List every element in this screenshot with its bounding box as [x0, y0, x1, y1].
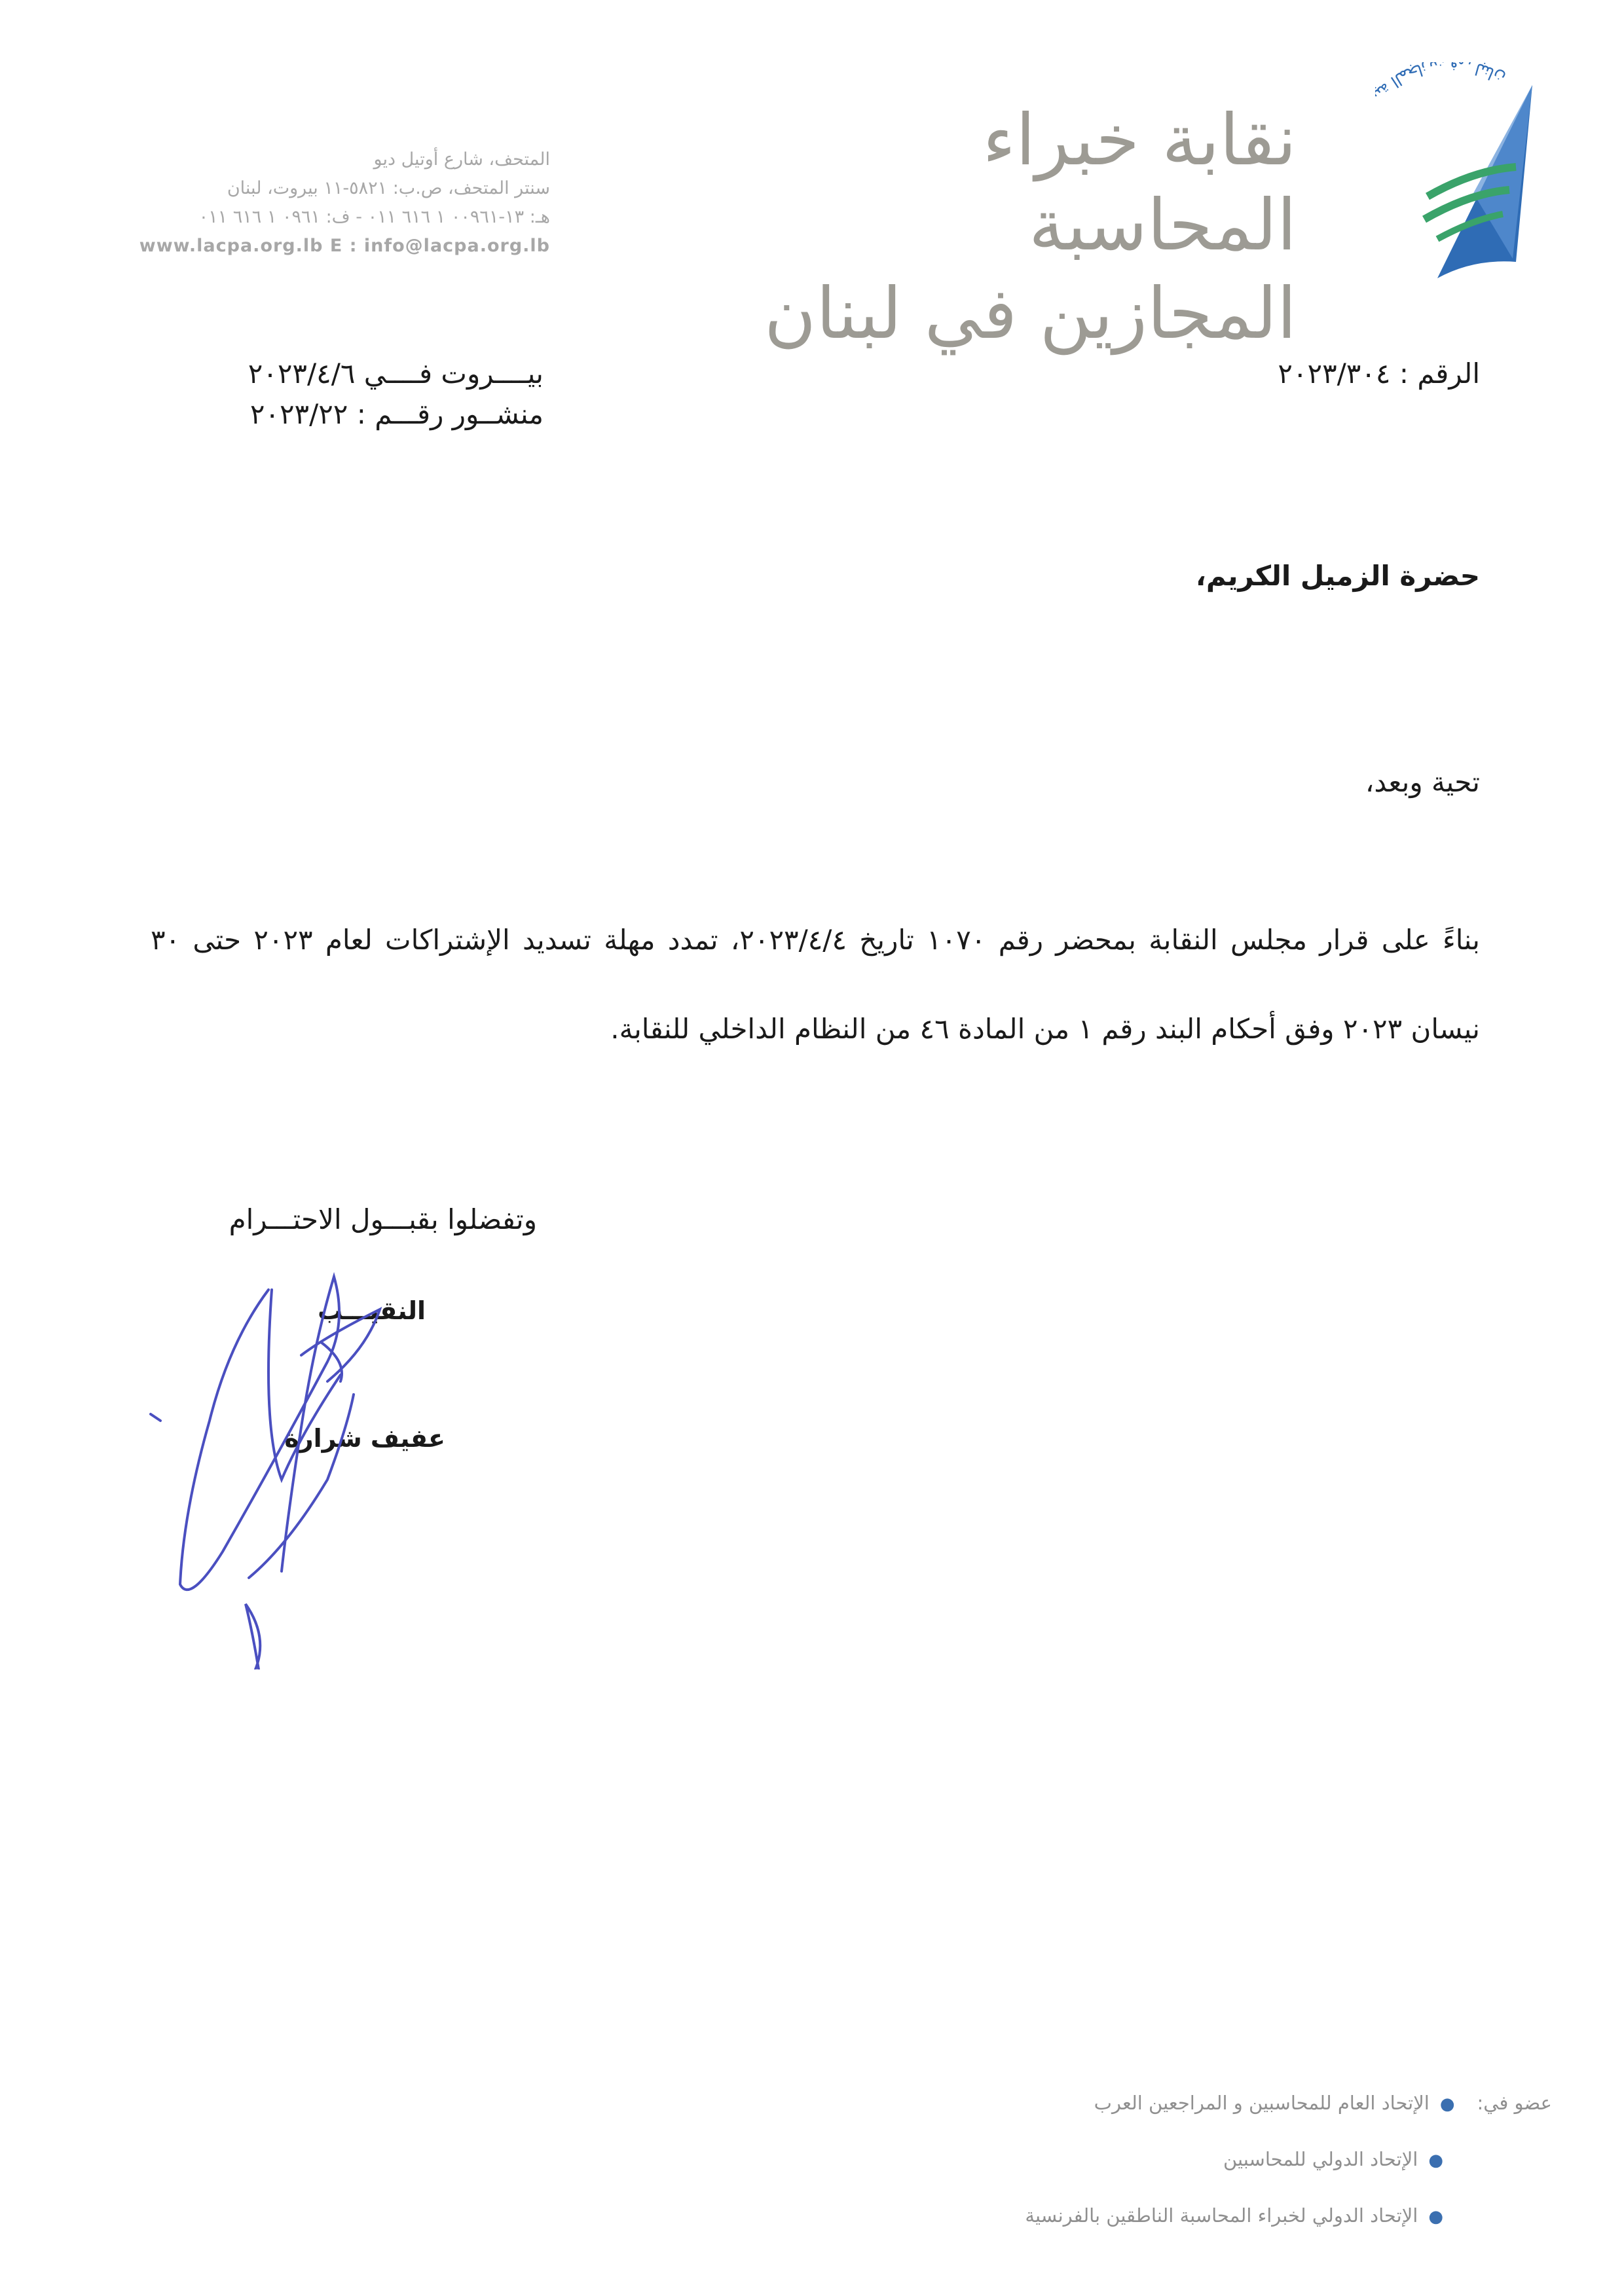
place-date: بيــــروت فــــي ٢٠٢٣/٤/٦ — [248, 357, 544, 390]
list-item — [832, 2075, 1552, 2132]
po-box: سنتر المتحف، ص.ب: ٥٨٢١-١١ بيروت، لبنان — [227, 178, 550, 198]
address: المتحف، شارع أوتيل ديو — [373, 149, 550, 170]
organization-name-line2: المجازين في لبنان — [764, 273, 1297, 355]
organization-name — [707, 98, 1297, 360]
phones: هـ: ١٣-٠٠٩٦١ ١ ٦١٦ ٠١١ - ف: ٠٩٦١ ١ ٦١٦ ٠١١ — [198, 207, 550, 227]
list-item — [832, 2188, 1454, 2244]
membership-2: الإتحاد الدولي للمحاسبين — [1223, 2148, 1418, 2170]
reference-number: الرقم : ٢٠٢٣/٣٠٤ — [1278, 357, 1480, 390]
membership-3: الإتحاد الدولي لخبراء المحاسبة الناطقين بالفرنسية — [1025, 2204, 1418, 2227]
handwritten-signature — [131, 1264, 471, 1669]
organization-logo — [1375, 62, 1545, 291]
letter-body: بناءً على قرار مجلس النقابة بمحضر رقم ١٠٧٠ تاريخ ٢٠٢٣/٤/٤، تمدد مهلة تسديد الإشتراكات لعام ٢٠٢٣ حتى ٣٠ نيسان ٢٠٢٣ وفق أحكام البند رقم ١ من المادة ٤٦ من النظام الداخلي للنقابة. — [151, 924, 1480, 1045]
list-item — [832, 2132, 1454, 2188]
closing: وتفضلوا بقبـــول الاحتـــرام — [229, 1203, 537, 1235]
bullet-icon: ● — [1428, 2151, 1443, 2170]
salutation: حضرة الزميل الكريم، — [1195, 560, 1480, 592]
member-label: عضو في: — [1477, 2092, 1552, 2114]
contact-block — [105, 145, 550, 261]
memberships-list — [832, 2075, 1552, 2244]
reference-block — [177, 354, 544, 435]
signer-name: عفيف شرارة — [284, 1424, 445, 1453]
greeting: تحية وبعد، — [1365, 766, 1480, 798]
membership-1: الإتحاد العام للمحاسبين و المراجعين العرب — [1094, 2092, 1430, 2114]
bullet-icon: ● — [1428, 2207, 1443, 2227]
organization-name-line1: نقابة خبراء المحاسبة — [982, 100, 1297, 266]
web-email: www.lacpa.org.lb E : info@lacpa.org.lb — [139, 236, 550, 256]
circular-number: منشــور رقـــم : ٢٠٢٣/٢٢ — [249, 398, 544, 430]
signer-title: النقيـــب — [318, 1296, 426, 1325]
bullet-icon: ● — [1439, 2094, 1455, 2114]
logo-ring-text: ة المجازين في لبنان — [1376, 62, 1508, 100]
